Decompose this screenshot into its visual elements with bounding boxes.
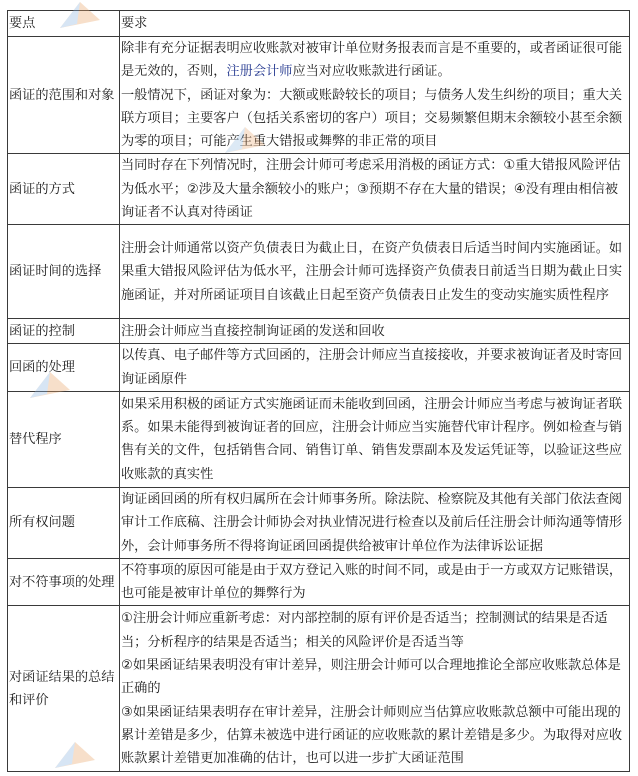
requirement-paragraph: ③如果函证结果表明存在审计差异，注册会计师则应当估算应收账款总额中可能出现的累计差错是多少，估算未被选中进行函证的应收账款的累计差错是多少。为取得对应收账款累计差错更加准确的估计，也可以进一步扩大函证范围: [121, 704, 623, 767]
row-key: 函证的范围和对象: [8, 37, 120, 154]
table-row: [8, 487, 630, 558]
requirement-paragraph: ①注册会计师应重新考虑：对内部控制的原有评价是否适当；控制测试的结果是否适当；分析程序的结果是否适当；相关的风险评价是否适当等: [121, 611, 608, 650]
row-key: 替代程序: [8, 391, 120, 487]
cpa-link[interactable]: 注册会计师: [226, 64, 293, 80]
audit-requirements-table: [7, 10, 630, 772]
row-requirement: [120, 37, 630, 154]
table-row: [8, 319, 630, 344]
table-row: [8, 344, 630, 392]
row-key: 函证的控制: [8, 319, 120, 344]
header-key: 要点: [8, 11, 120, 37]
row-requirement: [120, 606, 630, 772]
row-requirement: 不符事项的原因可能是由于双方登记入账的时间不同，或是由于一方或双方记账错误，也可能是被审计单位的舞弊行为: [120, 558, 630, 606]
header-requirement: 要求: [120, 11, 630, 37]
row-requirement: 注册会计师应当直接控制询证函的发送和回收: [120, 319, 630, 344]
row-requirement: 如果采用积极的函证方式实施函证而未能收到回函，注册会计师应当考虑与被询证者联系。如果未能得到被询证者的回应，注册会计师应当实施替代审计程序。例如检查与销售有关的文件，包括销售合同、销售订单、销售发票副本及发运凭证等，以验证这些应收账款的真实性: [120, 391, 630, 487]
text-span: 应当对应收账款进行函证。: [292, 64, 451, 80]
table-row: [8, 558, 630, 606]
table-row: [8, 225, 630, 319]
requirement-paragraph: [121, 37, 628, 84]
row-key: 函证的方式: [8, 154, 120, 225]
requirement-paragraph: 一般情况下，函证对象为：大额或账龄较长的项目；与债务人发生纠纷的项目；重大关联方项目；主要客户（包括关系密切的客户）项目；交易频繁但期末余额较小甚至余额为零的项目；可能产生重大错报或舞弊的非正常的项目: [121, 87, 623, 150]
table-row: [8, 37, 630, 154]
row-key: 对函证结果的总结和评价: [8, 606, 120, 772]
row-key: 对不符事项的处理: [8, 558, 120, 606]
text-span: 除非有充分证据表明应收账款对被审计单位财务报表而言是不重要的，或者函证很可能是无效的，否则，: [121, 41, 623, 80]
row-key: 函证时间的选择: [8, 225, 120, 319]
table-header-row: [8, 11, 630, 37]
table-row: [8, 391, 630, 487]
row-requirement: 当同时存在下列情况时，注册会计师可考虑采用消极的函证方式：①重大错报风险评估为低水平；②涉及大量余额较小的账户；③预期不存在大量的错误；④没有理由相信被询证者不认真对待函证: [120, 154, 630, 225]
row-requirement: 询证函回函的所有权归属所在会计师事务所。除法院、检察院及其他有关部门依法查阅审计工作底稿、注册会计师协会对执业情况进行检查以及前后任注册会计师沟通等情形外，会计师事务所不得将询证函回函提供给被审计单位作为法律诉讼证据: [120, 487, 630, 558]
row-requirement: 以传真、电子邮件等方式回函的，注册会计师应当直接接收，并要求被询证者及时寄回询证函原件: [120, 344, 630, 392]
row-key: 回函的处理: [8, 344, 120, 392]
row-key: 所有权问题: [8, 487, 120, 558]
requirement-paragraph: ②如果函证结果表明没有审计差异，则注册会计师可以合理地推论全部应收账款总体是正确的: [121, 658, 621, 697]
table-row: [8, 154, 630, 225]
table-row: [8, 606, 630, 772]
row-requirement: 注册会计师通常以资产负债表日为截止日，在资产负债表日后适当时间内实施函证。如果重大错报风险评估为低水平，注册会计师可选择资产负债表日前适当日期为截止日实施函证，并对所函证项目自该截止日起至资产负债表日止发生的变动实施实质性程序: [120, 225, 630, 319]
